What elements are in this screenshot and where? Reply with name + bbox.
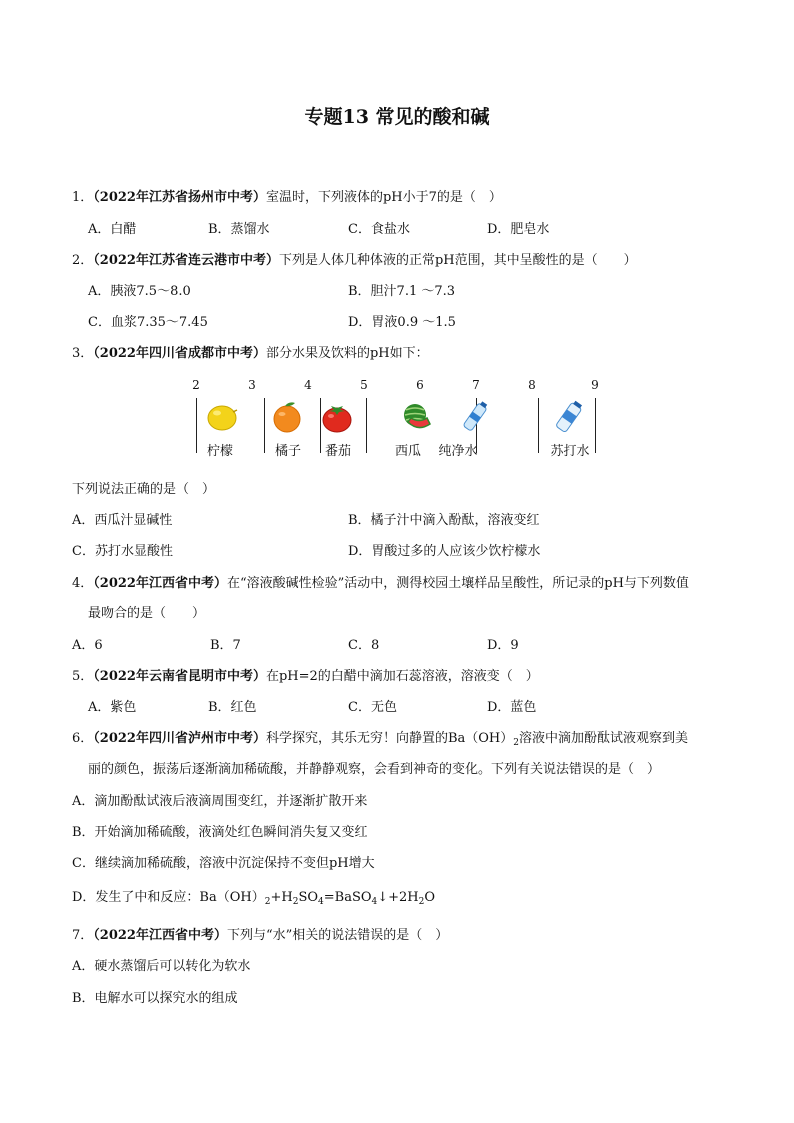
question-text: 溶液中滴加酚酞试液观察到美: [519, 731, 689, 746]
q7-option-a: A．硬水蒸馏后可以转化为软水: [72, 959, 251, 974]
water-bottle-icon: [458, 400, 492, 434]
question-text: 科学探究，其乐无穷！向静置的Ba（OH）: [265, 731, 514, 746]
ph-number: 7: [472, 378, 480, 392]
fruit-label-pure-water: 纯净水: [438, 444, 478, 459]
subscript: 4: [318, 897, 324, 907]
q2-option-a: A．胰液7.5～8.0: [88, 284, 191, 299]
equation-part: +H: [270, 890, 293, 905]
question-text: 部分水果及饮料的pH如下：: [265, 346, 429, 361]
ph-number: 2: [192, 378, 200, 392]
question-source: （2022年四川省成都市中考）: [93, 346, 266, 361]
q1-option-d: D．肥皂水: [487, 222, 550, 237]
ph-number: 4: [304, 378, 312, 392]
question-source: （2022年江西省中考）: [93, 576, 227, 591]
ph-number: 6: [416, 378, 424, 392]
fruit-label-orange: 橘子: [274, 444, 302, 459]
question-number: 7．: [72, 928, 94, 943]
q4-option-c: C．8: [348, 638, 380, 653]
equation-part: ↓+2H: [377, 890, 419, 905]
orange-icon: [270, 400, 304, 434]
q4-option-b: B．7: [210, 638, 241, 653]
question-number: 1．: [72, 190, 94, 205]
q4-option-d: D．9: [487, 638, 519, 653]
q5-option-a: A．紫色: [88, 700, 137, 715]
subscript: 2: [292, 897, 299, 907]
q1-option-a: A．白醋: [88, 222, 137, 237]
q7-option-b: B．电解水可以探究水的组成: [72, 991, 238, 1006]
q6-option-d: [72, 886, 435, 907]
question-number: 4．: [72, 576, 94, 591]
q3-option-d: D．胃酸过多的人应该少饮柠檬水: [348, 544, 541, 559]
scale-divider: [366, 398, 367, 453]
question-number: 2．: [72, 253, 94, 268]
ph-number: 8: [528, 378, 536, 392]
question-text: 下列与“水”相关的说法错误的是（ ）: [226, 928, 449, 943]
q3-option-b: B．橘子汁中滴入酚酞，溶液变红: [348, 513, 540, 528]
q5-option-c: C．无色: [348, 700, 397, 715]
subscript: 2: [418, 897, 425, 907]
question-1: [72, 186, 502, 205]
lemon-icon: [205, 400, 239, 434]
q6-option-c: C．继续滴加稀硫酸，溶液中沉淀保持不变但pH增大: [72, 856, 375, 871]
scale-divider: [196, 398, 197, 453]
q1-option-b: B．蒸馏水: [208, 222, 270, 237]
question-source: （2022年江西省中考）: [93, 928, 227, 943]
question-6-line2: 丽的颜色，振荡后逐渐滴加稀硫酸，并静静观察，会看到神奇的变化。下列有关说法错误的是（ ）: [88, 762, 661, 777]
soda-water-bottle-icon: [552, 400, 586, 434]
scale-divider: [264, 398, 265, 453]
equation-part: O: [424, 890, 436, 905]
equation-part: =BaSO: [323, 890, 372, 905]
question-source: （2022年江苏省连云港市中考）: [93, 253, 279, 268]
fruit-label-soda-water: 苏打水: [550, 444, 590, 459]
ph-number: 9: [591, 378, 599, 392]
question-4-line2: 最吻合的是（ ）: [88, 606, 206, 621]
q6-option-b: B．开始滴加稀硫酸，液滴处红色瞬间消失复又变红: [72, 825, 368, 840]
scale-divider: [538, 398, 539, 453]
question-6: [72, 727, 688, 748]
equation-part: D．发生了中和反应：Ba（OH）: [72, 890, 265, 905]
question-source: （2022年江苏省扬州市中考）: [93, 190, 266, 205]
subscript: 2: [264, 897, 271, 907]
question-5: [72, 665, 539, 684]
subscript: 4: [371, 897, 378, 907]
fruit-label-lemon: 柠檬: [206, 444, 234, 459]
question-number: 6．: [72, 731, 94, 746]
fruit-label-watermelon: 西瓜: [394, 444, 422, 459]
question-source: （2022年四川省泸州市中考）: [93, 731, 266, 746]
q5-option-b: B．红色: [208, 700, 257, 715]
q2-option-d: D．胃液0.9 ～1.5: [348, 315, 456, 330]
question-4: [72, 572, 689, 591]
question-text: 室温时，下列液体的pH小于7的是（ ）: [265, 190, 502, 205]
page-title: 专题13 常见的酸和碱: [304, 106, 490, 128]
question-number: 3．: [72, 346, 94, 361]
q1-option-c: C．食盐水: [348, 222, 410, 237]
scale-divider: [595, 398, 596, 453]
watermelon-icon: [400, 400, 434, 434]
ph-number: 5: [360, 378, 368, 392]
subscript: 2: [513, 738, 520, 748]
question-2: [72, 249, 637, 268]
q5-option-d: D．蓝色: [487, 700, 537, 715]
q3-option-c: C．苏打水显酸性: [72, 544, 173, 559]
q6-option-a: A．滴加酚酞试液后液滴周围变红，并逐渐扩散开来: [72, 794, 368, 809]
q2-option-c: C．血浆7.35～7.45: [88, 315, 208, 330]
question-text: 在“溶液酸碱性检验”活动中，测得校园土壤样品呈酸性，所记录的pH与下列数值: [226, 576, 689, 591]
q3-stem: 下列说法正确的是（ ）: [72, 482, 216, 497]
ph-number: 3: [248, 378, 256, 392]
question-3: [72, 342, 429, 361]
question-source: （2022年云南省昆明市中考）: [93, 669, 266, 684]
question-text: 下列是人体几种体液的正常pH范围，其中呈酸性的是（ ）: [278, 253, 637, 268]
q3-option-a: A．西瓜汁显碱性: [72, 513, 173, 528]
ph-scale-figure: [190, 378, 610, 460]
fruit-label-tomato: 番茄: [324, 444, 352, 459]
q4-option-a: A．6: [72, 638, 103, 653]
equation-part: SO: [298, 890, 319, 905]
q2-option-b: B．胆汁7.1 ～7.3: [348, 284, 456, 299]
question-text: 在pH=2的白醋中滴加石蕊溶液，溶液变（ ）: [265, 669, 539, 684]
question-7: [72, 924, 448, 943]
tomato-icon: [320, 400, 354, 434]
question-number: 5．: [72, 669, 94, 684]
